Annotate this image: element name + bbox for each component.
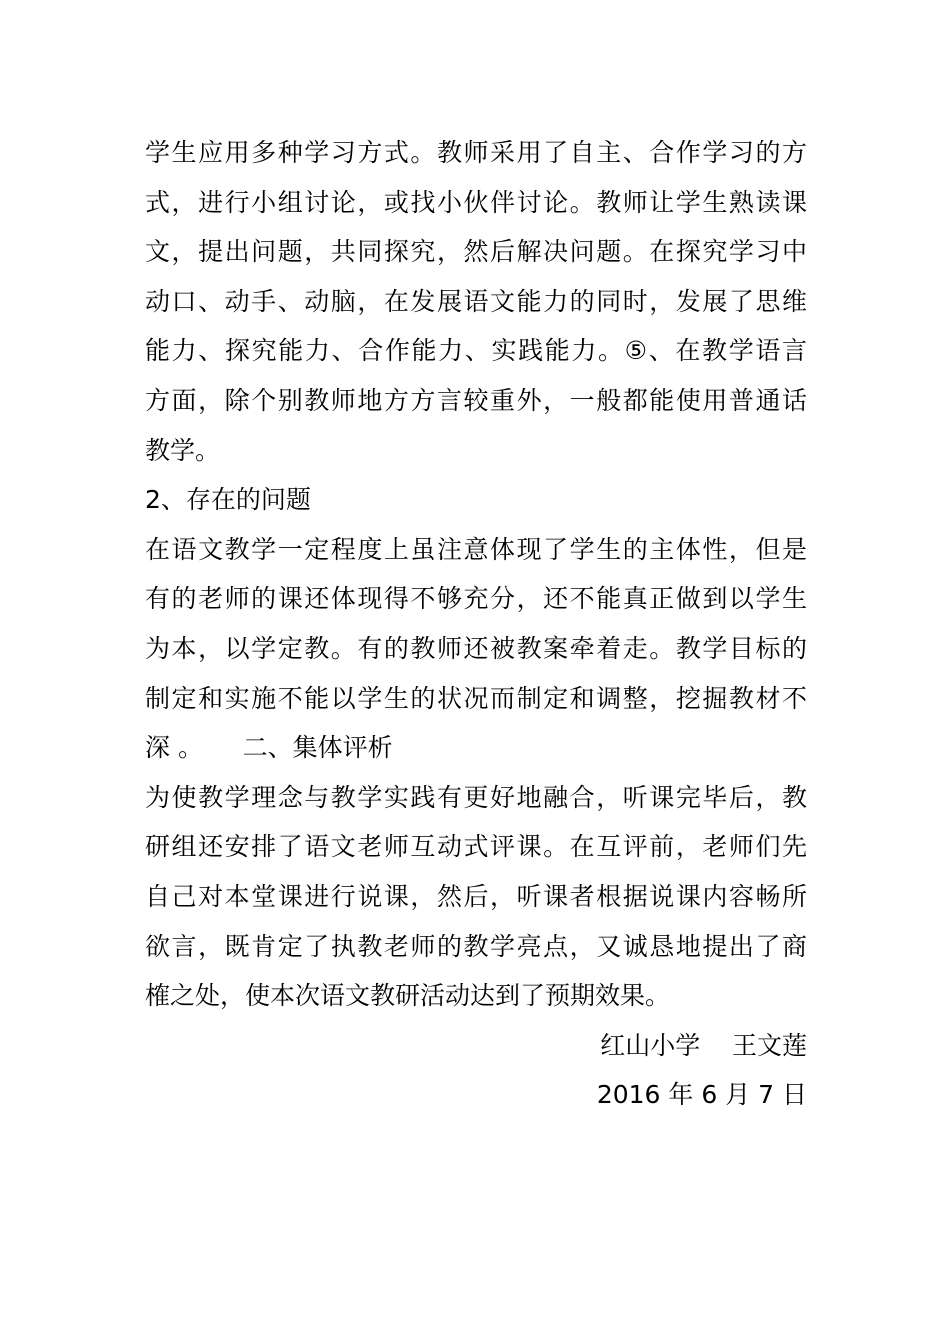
document-body bbox=[145, 128, 807, 1120]
text-line-with-section-heading: 深 。 二、集体评析 bbox=[145, 733, 393, 763]
text-line: 有的老师的课还体现得不够充分，还不能真正做到以学生 bbox=[145, 584, 807, 614]
paragraph-collective-review bbox=[145, 773, 807, 1021]
text-line: 在语文教学一定程度上虽注意体现了学生的主体性，但是 bbox=[145, 534, 807, 564]
text-line: 研组还安排了语文老师互动式评课。在互评前，老师们先 bbox=[145, 832, 807, 862]
text-line: 教学。 bbox=[145, 435, 221, 465]
date: 2016 年 6 月 7 日 bbox=[596, 1080, 807, 1110]
text-line: 文，提出问题，共同探究，然后解决问题。在探究学习中 bbox=[145, 237, 807, 267]
text-line: 学生应用多种学习方式。教师采用了自主、合作学习的方 bbox=[145, 138, 807, 167]
text-line: 动口、动手、动脑，在发展语文能力的同时，发展了思维 bbox=[145, 286, 807, 316]
text-line: 欲言，既肯定了执教老师的教学亮点，又诚恳地提出了商 bbox=[145, 931, 807, 961]
section-heading-problems: 2、存在的问题 bbox=[145, 485, 311, 515]
text-line: 能力、探究能力、合作能力、实践能力。⑤、在教学语言 bbox=[145, 336, 807, 366]
text-line: 式，进行小组讨论，或找小伙伴讨论。教师让学生熟读课 bbox=[145, 187, 807, 217]
text-line: 为本，以学定教。有的教师还被教案牵着走。教学目标的 bbox=[145, 633, 807, 663]
text-line: 榷之处，使本次语文教研活动达到了预期效果。 bbox=[145, 981, 671, 1011]
signature: 红山小学 王文莲 bbox=[600, 1030, 807, 1060]
paragraph-problems bbox=[145, 525, 807, 773]
text-line: 方面，除个别教师地方方言较重外，一般都能使用普通话 bbox=[145, 385, 807, 415]
text-line: 为使教学理念与教学实践有更好地融合，听课完毕后，教 bbox=[145, 782, 807, 812]
text-line: 自己对本堂课进行说课，然后，听课者根据说课内容畅所 bbox=[145, 881, 807, 911]
paragraph-teaching-methods bbox=[145, 128, 807, 475]
text-line: 制定和实施不能以学生的状况而制定和调整，挖掘教材不 bbox=[145, 683, 807, 713]
